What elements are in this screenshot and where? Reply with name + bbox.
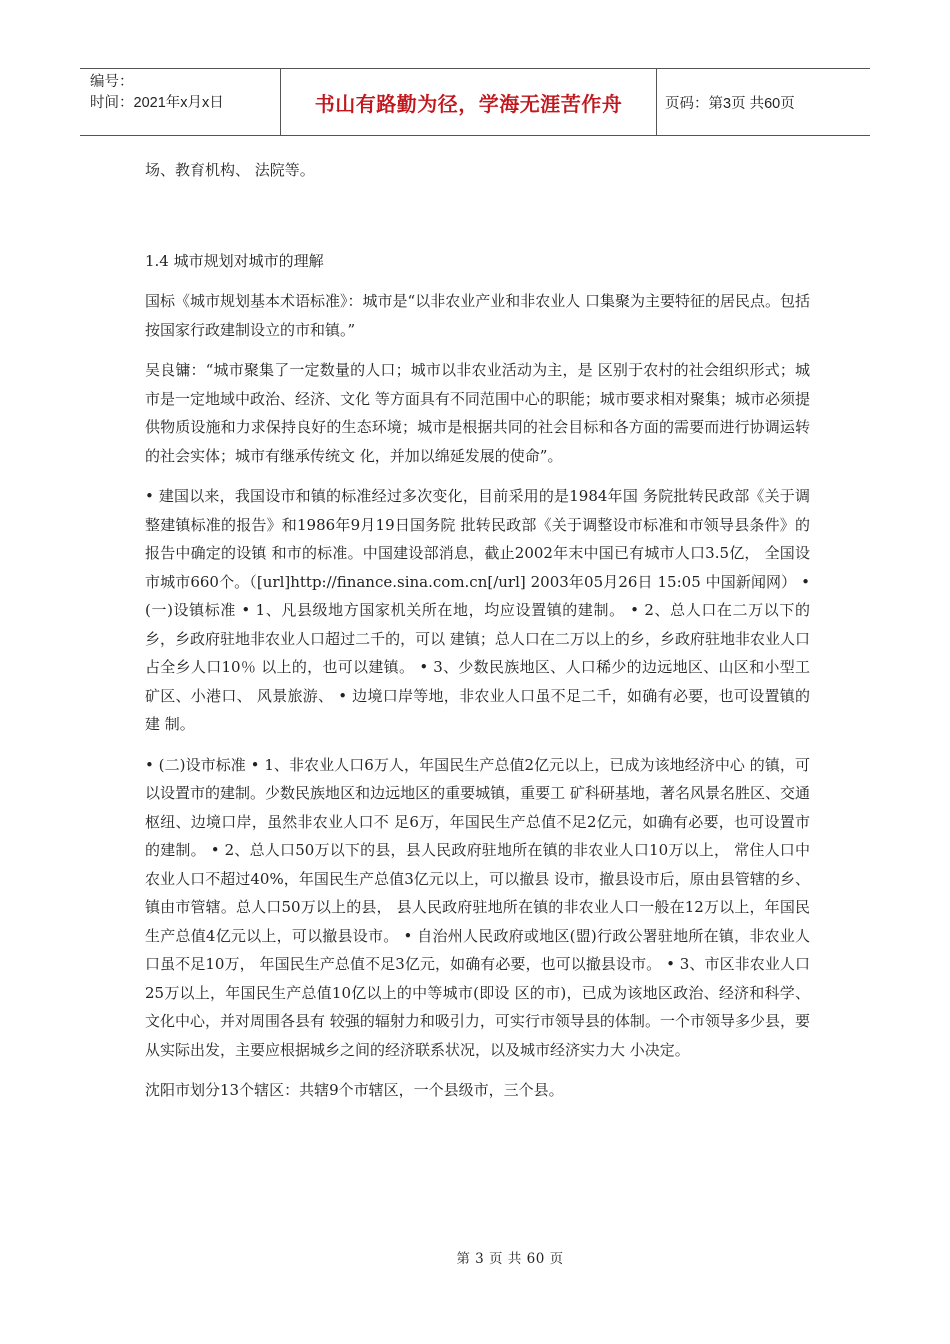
document-body	[145, 156, 810, 1117]
header-motto: 书山有路勤为径，学海无涯苦作舟	[281, 69, 657, 135]
document-time-label: 时间：2021年x月x日	[90, 95, 224, 111]
document-number-label: 编号：	[90, 74, 134, 90]
intro-paragraph: 场、教育机构、 法院等。	[145, 161, 315, 179]
paragraph-city-standards: • (二)设市标准 • 1、非农业人口6万人，年国民生产总值2亿元以上，已成为该地经济中心 的镇，可以设置市的建制。少数民族地区和边远地区的重要城镇，重要工 矿科研基地，著名风景名胜区、交通枢纽、边境口岸，虽然非农业人口不 足6万，年国民生产总值不足2亿元，如确有必要，也可设置市的建制。 • 2、总人口50万以下的县，县人民政府驻地所在镇的非农业人口10万以上， 常住人口中农业人口不超过40%，年国民生产总值3亿元以上，可以撤县 设市，撤县设市后，原由县管辖的乡、镇由市管辖。总人口50万以上的县， 县人民政府驻地所在镇的非农业人口一般在12万以上，年国民生产总值4亿元以上，可以撤县设市。 • 自治州人民政府或地区(盟)行政公署驻地所在镇，非农业人口虽不足10万， 年国民生产总值不足3亿元，如确有必要，也可以撤县设市。 • 3、市区非农业人口25万以上，年国民生产总值10亿以上的中等城市(即设 区的市)，已成为该地区政治、经济和科学、文化中心，并对周围各县有 较强的辐射力和吸引力，可实行市领导县的体制。一个市领导多少县，要 从实际出发，主要应根据城乡之间的经济联系状况，以及城市经济实力大 小决定。	[145, 755, 810, 1059]
header-page-info: 页码：第3页 共60页	[665, 95, 795, 112]
section-title: 1.4 城市规划对城市的理解	[145, 251, 324, 270]
paragraph-wu-liangyong: 吴良镛：“城市聚集了一定数量的人口；城市以非农业活动为主，是 区别于农村的社会组织形式；城市是一定地域中政治、经济、文化 等方面具有不同范围中心的职能；城市要求相对聚集；城市必须提 供物质设施和力求保持良好的生态环境；城市是根据共同的社会目标和各方面的需要而进行协调运转的社会实体；城市有继承传统文 化，并加以绵延发展的使命”。	[145, 361, 810, 465]
page-footer: 第 3 页 共 60 页	[456, 1251, 564, 1267]
page-header	[80, 68, 870, 136]
paragraph-town-standards: • 建国以来，我国设市和镇的标准经过多次变化，目前采用的是1984年国 务院批转民政部《关于调整建镇标准的报告》和1986年9月19日国务院 批转民政部《关于调整设市标准和市领导县条件》的报告中确定的设镇 和市的标准。中国建设部消息，截止2002年末中国已有城市人口3.5亿， 全国设市城市660个。（[url]http://finance.sina.com.cn[/url] 2003年05月26日 15:05 中国新闻网） • (一)设镇标准 • 1、凡县级地方国家机关所在地，均应设置镇的建制。 • 2、总人口在二万以下的乡，乡政府驻地非农业人口超过二千的，可以 建镇；总人口在二万以上的乡，乡政府驻地非农业人口占全乡人口10％ 以上的，也可以建镇。 • 3、少数民族地区、人口稀少的边远地区、山区和小型工矿区、小港口、 风景旅游、 • 边境口岸等地，非农业人口虽不足二千，如确有必要，也可设置镇的建 制。	[145, 487, 810, 733]
paragraph-standard-definition: 国标《城市规划基本术语标准》：城市是“以非农业产业和非农业人 口集聚为主要特征的居民点。包括按国家行政建制设立的市和镇。”	[145, 292, 810, 339]
paragraph-shenyang-districts: 沈阳市划分13个辖区：共辖9个市辖区，一个县级市，三个县。	[145, 1081, 564, 1099]
header-meta	[80, 69, 281, 135]
